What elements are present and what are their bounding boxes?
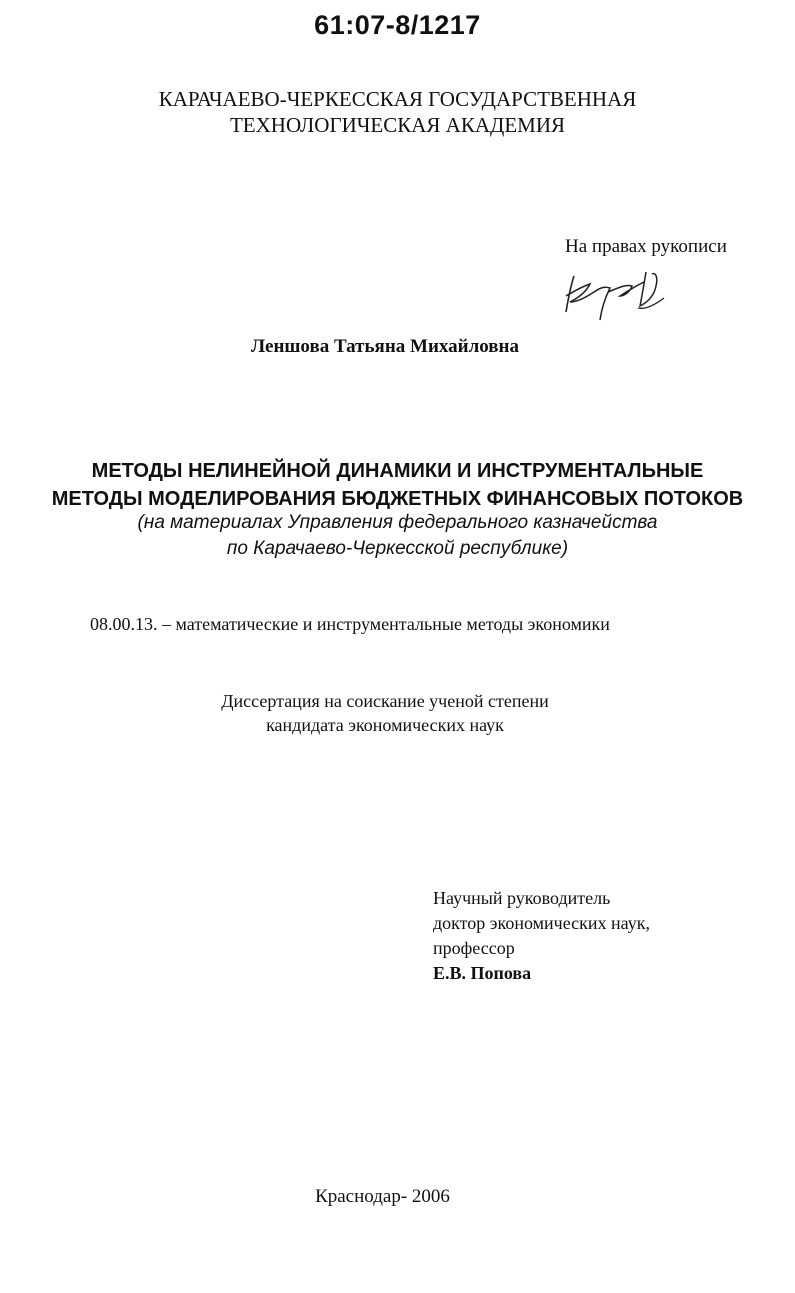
supervisor-role: Научный руководитель — [433, 888, 611, 908]
degree-line-1: Диссертация на соискание ученой степени — [221, 691, 549, 711]
handwritten-signature — [560, 262, 680, 324]
city-year: Краснодар- 2006 — [315, 1186, 450, 1207]
specialty-code: 08.00.13. – математические и инструментальные методы экономики — [90, 614, 610, 634]
catalog-number: 61:07-8/1217 — [314, 10, 481, 40]
institution-line-1: КАРАЧАЕВО-ЧЕРКЕССКАЯ ГОСУДАРСТВЕННАЯ — [158, 87, 637, 111]
degree-statement — [0, 689, 770, 737]
subtitle-line-2: по Карачаево-Черкесской республике) — [226, 538, 569, 559]
author-name: Леншова Татьяна Михайловна — [250, 336, 520, 357]
supervisor-degree: доктор экономических наук, — [433, 913, 650, 933]
supervisor-block — [433, 886, 650, 986]
institution-line-2: ТЕХНОЛОГИЧЕСКАЯ АКАДЕМИЯ — [229, 113, 566, 137]
rights-note: На правах рукописи — [565, 236, 727, 257]
title-line-1: МЕТОДЫ НЕЛИНЕЙНОЙ ДИНАМИКИ И ИНСТРУМЕНТАЛЬНЫЕ — [91, 460, 704, 482]
title-line-2: МЕТОДЫ МОДЕЛИРОВАНИЯ БЮДЖЕТНЫХ ФИНАНСОВЫХ ПОТОКОВ — [51, 488, 744, 510]
dissertation-title — [0, 457, 795, 513]
supervisor-title: профессор — [433, 938, 515, 958]
degree-line-2: кандидата экономических наук — [266, 715, 504, 735]
dissertation-subtitle — [0, 510, 795, 562]
supervisor-name: Е.В. Попова — [433, 963, 532, 983]
subtitle-line-1: (на материалах Управления федерального казначейства — [137, 512, 658, 533]
institution-name — [0, 86, 795, 138]
